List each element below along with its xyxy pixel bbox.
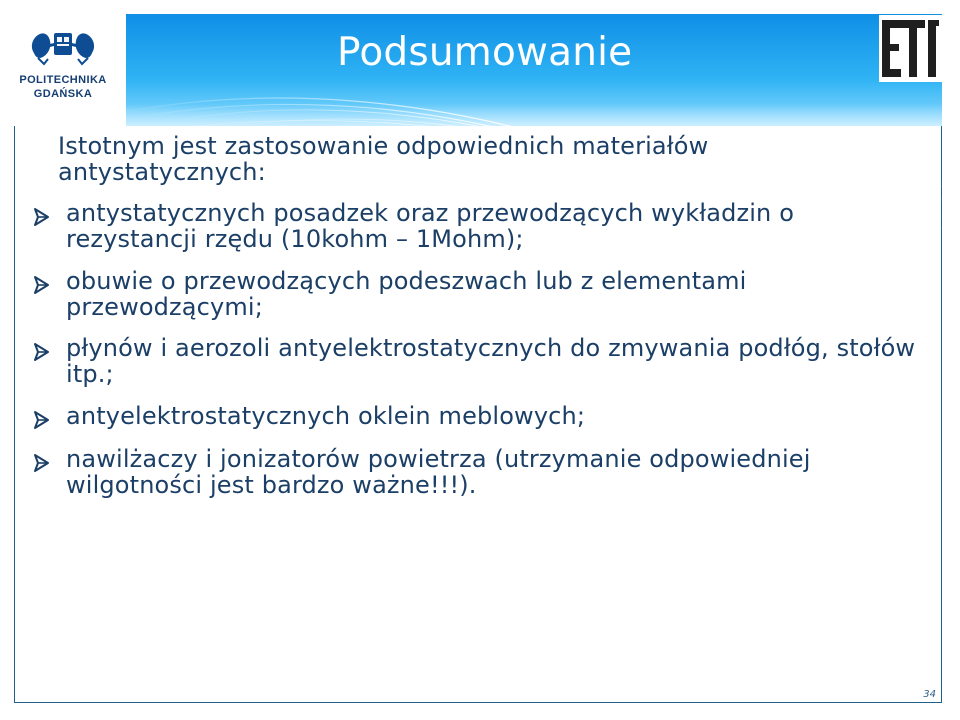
bullet-text: nawilżaczy i jonizatorów powietrza (utrzymanie odpowiedniej wilgotności jest bardzo ważne!!!). xyxy=(66,445,811,500)
bullet-item xyxy=(20,336,940,388)
bullet-text: antystatycznych posadzek oraz przewodzących wykładzin o rezystancji rzędu (10kohm – 1Mohm); xyxy=(66,198,795,253)
bullet-item xyxy=(20,198,940,253)
bullet-text: obuwie o przewodzących podeszwach lub z elementami przewodzącymi; xyxy=(66,266,747,321)
arrowhead-bullet-icon xyxy=(32,409,54,431)
arrowhead-bullet-icon xyxy=(32,206,54,228)
intro-text: Istotnym jest zastosowanie odpowiednich materiałów antystatycznych: xyxy=(58,132,709,186)
bullet-item xyxy=(20,266,940,321)
arrowhead-bullet-icon xyxy=(32,452,54,474)
bullet-list xyxy=(20,198,940,500)
university-logo xyxy=(0,0,126,126)
slide-title: Podsumowanie xyxy=(337,30,633,75)
university-logo-text-line1: POLITECHNIKA xyxy=(19,73,107,86)
eti-logo-icon xyxy=(879,15,942,82)
page-number: 34 xyxy=(923,689,936,700)
university-logo-text-line2: GDAŃSKA xyxy=(33,87,93,100)
bullet-text: antyelektrostatycznych oklein meblowych; xyxy=(66,402,586,431)
slide-content xyxy=(20,134,940,680)
bullet-item xyxy=(20,404,940,431)
bullet-item xyxy=(20,447,940,499)
arrowhead-bullet-icon xyxy=(32,274,54,296)
bullet-text: płynów i aerozoli antyelektrostatycznych do zmywania podłóg, stołów itp.; xyxy=(66,334,916,389)
politechnika-gdanska-crest-icon xyxy=(26,27,100,69)
arrowhead-bullet-icon xyxy=(32,341,54,363)
